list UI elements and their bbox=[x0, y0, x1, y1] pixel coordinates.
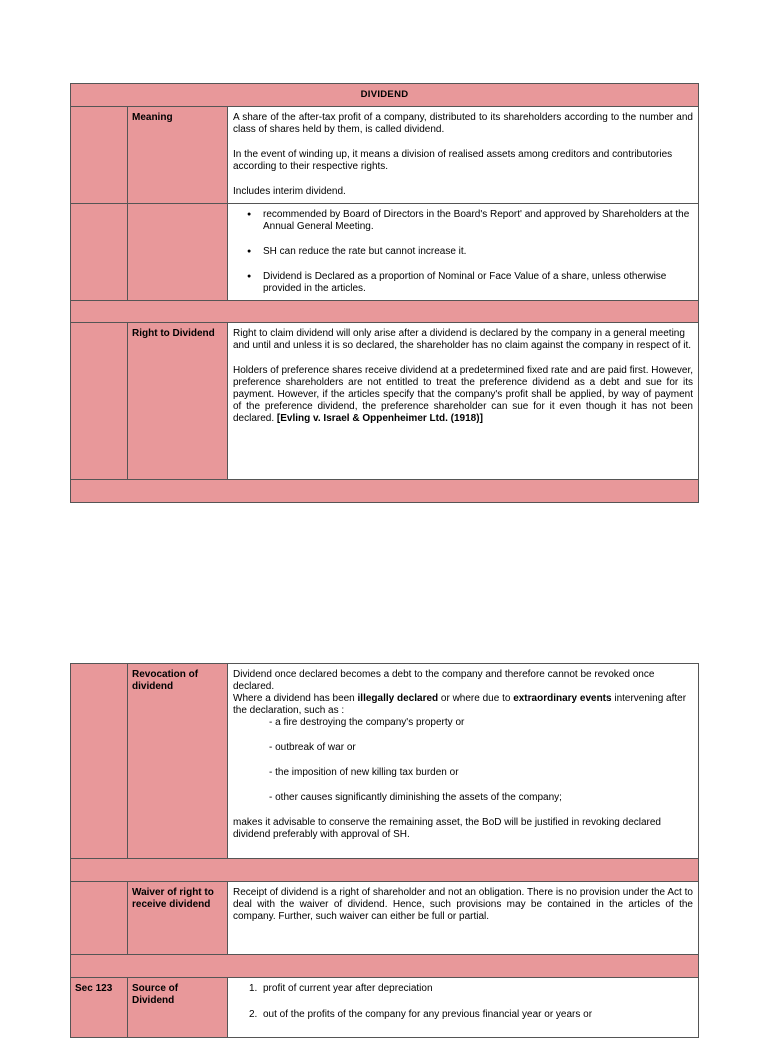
spacer-row bbox=[71, 301, 699, 323]
list-item: ● recommended by Board of Directors in the Board's Report' and approved by Shareholders at the Annual General Meeting. bbox=[263, 209, 693, 233]
label-cell bbox=[128, 204, 228, 301]
waiver-text bbox=[228, 882, 699, 955]
item-text: out of the profits of the company for any previous financial year or years or bbox=[263, 1009, 593, 1020]
dividend-table bbox=[70, 83, 699, 503]
list-item: ● Dividend is Declared as a proportion of Nominal or Face Value of a share, unless otherwise provided in the articles. bbox=[263, 271, 693, 295]
dash-item: - other causes significantly diminishing the assets of the company; bbox=[269, 792, 562, 803]
meaning-row bbox=[71, 107, 699, 204]
section-number: Sec 123 bbox=[71, 978, 128, 1038]
item-number: 2. bbox=[249, 1009, 258, 1020]
waiver-paragraph: Receipt of dividend is a right of shareholder and not an obligation. There is no provision under the Act to deal with the waiver of dividend. Hence, such provisions may be contained in the articles of the company. Further, such waiver can either be full or partial. bbox=[233, 887, 693, 922]
spacer-row bbox=[71, 480, 699, 503]
title-row bbox=[71, 84, 699, 107]
case-citation: [Evling v. Israel & Oppenheimer Ltd. (1918)] bbox=[276, 413, 483, 424]
right-paragraph-2-text: Holders of preference shares receive dividend at a predetermined fixed rate and are paid first. However, preference shareholders are not entitled to treat the preference dividend as a debt and sue for its payment. However, if the articles specify that the company's profit shall be applied, by way of payment of the preference dividend, the preference shareholder can sue for it even though it has not been declared. bbox=[233, 365, 693, 424]
item-text: profit of current year after depreciation bbox=[263, 983, 433, 994]
meaning-paragraph-3: Includes interim dividend. bbox=[233, 186, 346, 197]
source-text bbox=[228, 978, 699, 1038]
revocation-paragraph-3: makes it advisable to conserve the remaining asset, the BoD will be justified in revoking declared dividend preferably with approval of SH. bbox=[233, 817, 661, 840]
list-item: ● SH can reduce the rate but cannot increase it. bbox=[263, 246, 693, 258]
spacer-cell bbox=[71, 955, 699, 978]
revocation-label: Revocation of dividend bbox=[128, 664, 228, 859]
right-row bbox=[71, 323, 699, 480]
meaning-text bbox=[228, 107, 699, 204]
right-paragraph-1: Right to claim dividend will only arise after a dividend is declared by the company in a general meeting and until and unless it is so declared, the shareholder has no claim against the company in respect of it. bbox=[233, 328, 692, 351]
dash-item: - the imposition of new killing tax burden or bbox=[269, 767, 459, 778]
source-list bbox=[233, 983, 693, 1021]
section-cell bbox=[71, 323, 128, 480]
source-label: Source of Dividend bbox=[128, 978, 228, 1038]
revocation-paragraph-1: Dividend once declared becomes a debt to the company and therefore cannot be revoked once declared. bbox=[233, 669, 655, 692]
revocation-text bbox=[228, 664, 699, 859]
right-label: Right to Dividend bbox=[128, 323, 228, 480]
dividend-table-continued bbox=[70, 663, 699, 1038]
dash-item: - outbreak of war or bbox=[269, 742, 356, 753]
waiver-row bbox=[71, 882, 699, 955]
spacer-cell bbox=[71, 480, 699, 503]
rules-text bbox=[228, 204, 699, 301]
section-cell bbox=[71, 882, 128, 955]
revocation-row bbox=[71, 664, 699, 859]
revocation-text-e: intervening after the declaration, such as : bbox=[233, 693, 687, 716]
meaning-paragraph-1: A share of the after-tax profit of a company, distributed to its shareholders according to the number and class of shares held by them, is called dividend. bbox=[233, 112, 693, 135]
section-cell bbox=[71, 204, 128, 301]
dash-item: - a fire destroying the company's property or bbox=[269, 717, 465, 728]
section-cell bbox=[71, 107, 128, 204]
waiver-label: Waiver of right to receive dividend bbox=[128, 882, 228, 955]
right-text bbox=[228, 323, 699, 480]
item-number: 1. bbox=[249, 983, 258, 994]
right-paragraph-2 bbox=[233, 365, 693, 425]
source-row bbox=[71, 978, 699, 1038]
revocation-text-a: Where a dividend has been bbox=[233, 693, 358, 704]
table-title: DIVIDEND bbox=[71, 84, 699, 107]
illegally-declared-text: illegally declared bbox=[357, 693, 439, 704]
extraordinary-events-text: extraordinary events bbox=[513, 693, 612, 704]
revocation-paragraph-2 bbox=[233, 693, 693, 717]
meaning-label: Meaning bbox=[128, 107, 228, 204]
rules-row bbox=[71, 204, 699, 301]
rules-list bbox=[233, 209, 693, 295]
list-item bbox=[249, 1009, 693, 1021]
section-cell bbox=[71, 664, 128, 859]
spacer-row bbox=[71, 955, 699, 978]
spacer-cell bbox=[71, 859, 699, 882]
meaning-paragraph-2: In the event of winding up, it means a division of realised assets among creditors and contributories according to their respective rights. bbox=[233, 149, 673, 172]
list-item bbox=[249, 983, 693, 995]
spacer-row bbox=[71, 859, 699, 882]
revocation-text-c: or where due to bbox=[438, 693, 514, 704]
spacer-cell bbox=[71, 301, 699, 323]
